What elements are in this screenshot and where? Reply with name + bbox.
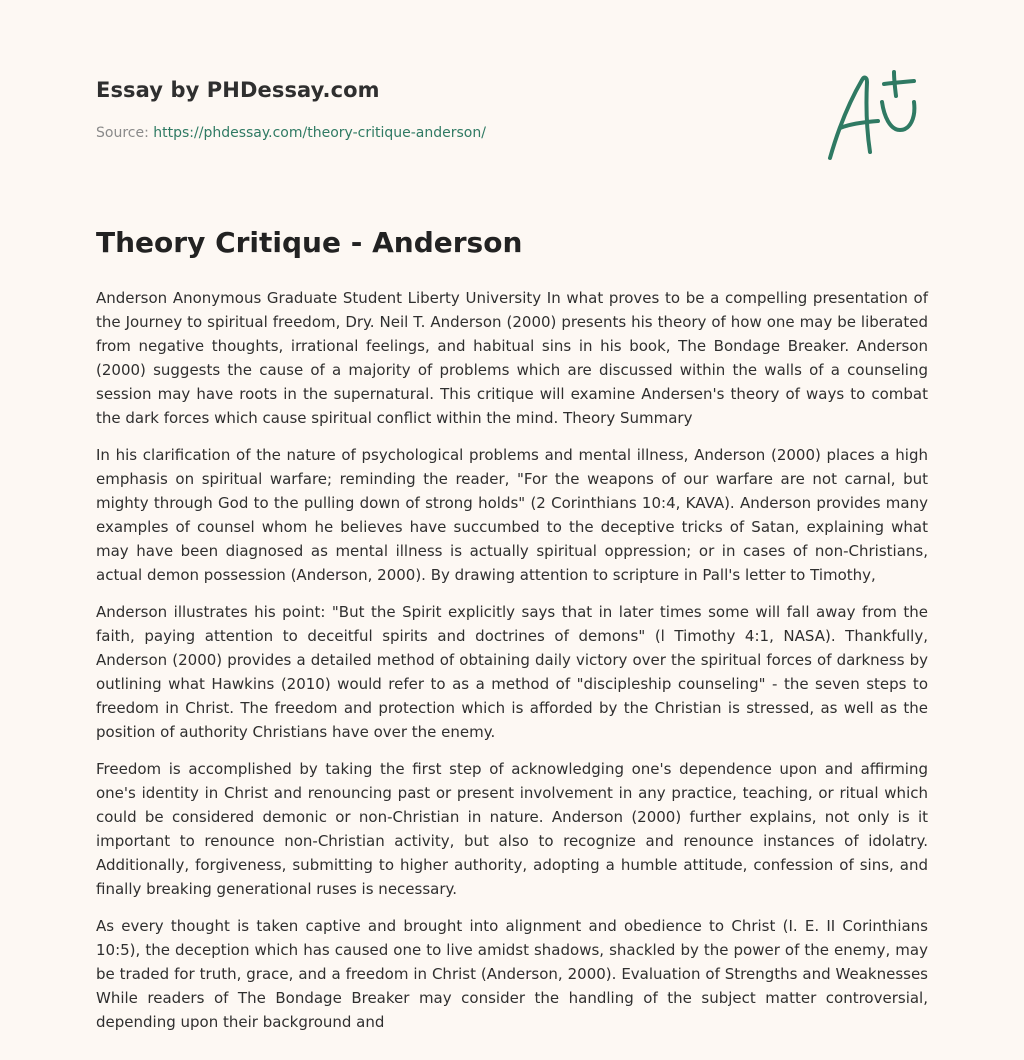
essay-paragraph: Anderson illustrates his point: "But the Spirit explicitly says that in later times some will fall away from the faith, paying attention to deceitful spirits and doctrines of demons" (l Timothy 4:1, NASA). Thankfully, Anderson (2000) provides a detailed method of obtaining daily victory over the spiritual forces of darkness by outlining what Hawkins (2010) would refer to as a method of "discipleship counseling" - the seven steps to freedom in Christ. The freedom and protection which is afforded by the Christian is stressed, as well as the position of authority Christians have over the enemy. (96, 603, 928, 741)
source-label: Source: (96, 125, 154, 141)
source-link[interactable]: https://phdessay.com/theory-critique-anderson/ (153, 125, 486, 141)
essay-paragraph: Freedom is accomplished by taking the first step of acknowledging one's dependence upon and affirming one's identity in Christ and renouncing past or present involvement in any practice, teaching, or ritual which could be considered demonic or non-Christian in nature. Anderson (2000) further explains, not only is it important to renounce non-Christian activity, but also to recognize and renounce instances of idolatry. Additionally, forgiveness, submitting to higher authority, adopting a humble attitude, confession of sins, and finally breaking generational ruses is necessary. (96, 760, 928, 898)
essay-body (96, 286, 928, 1047)
header (96, 74, 928, 194)
source-line (96, 125, 486, 141)
essay-paragraph: In his clarification of the nature of psychological problems and mental illness, Anderson (2000) places a high emphasis on spiritual warfare; reminding the reader, "For the weapons of our warfare are not carnal, but mighty through God to the pulling down of strong holds" (2 Corinthians 10:4, KAVA). Anderson provides many examples of counsel whom he believes have succumbed to the deceptive tricks of Satan, explaining what may have been diagnosed as mental illness is actually spiritual oppression; or in cases of non-Christians, actual demon possession (Anderson, 2000). By drawing attention to scripture in Pall's letter to Timothy, (96, 446, 928, 584)
essay-paragraph: Anderson Anonymous Graduate Student Liberty University In what proves to be a compelling presentation of the Journey to spiritual freedom, Dry. Neil T. Anderson (2000) presents his theory of how one may be liberated from negative thoughts, irrational feelings, and habitual sins in his book, The Bondage Breaker. Anderson (2000) suggests the cause of a majority of problems which are discussed within the walls of a counseling session may have roots in the supernatural. This critique will examine Andersen's theory of ways to combat the dark forces which cause spiritual conflict within the mind. Theory Summary (96, 289, 928, 427)
essay-title: Theory Critique - Anderson (96, 226, 523, 259)
a-plus-grade-icon (824, 68, 928, 164)
essay-paragraph: As every thought is taken captive and brought into alignment and obedience to Christ (I. E. II Corinthians 10:5), the deception which has caused one to live amidst shadows, shackled by the power of the enemy, may be traded for truth, grace, and a freedom in Christ (Anderson, 2000). Evaluation of Strengths and Weaknesses While readers of The Bondage Breaker may consider the handling of the subject matter controversial, depending upon their background and (96, 917, 928, 1031)
site-brand: Essay by PHDessay.com (96, 78, 380, 102)
